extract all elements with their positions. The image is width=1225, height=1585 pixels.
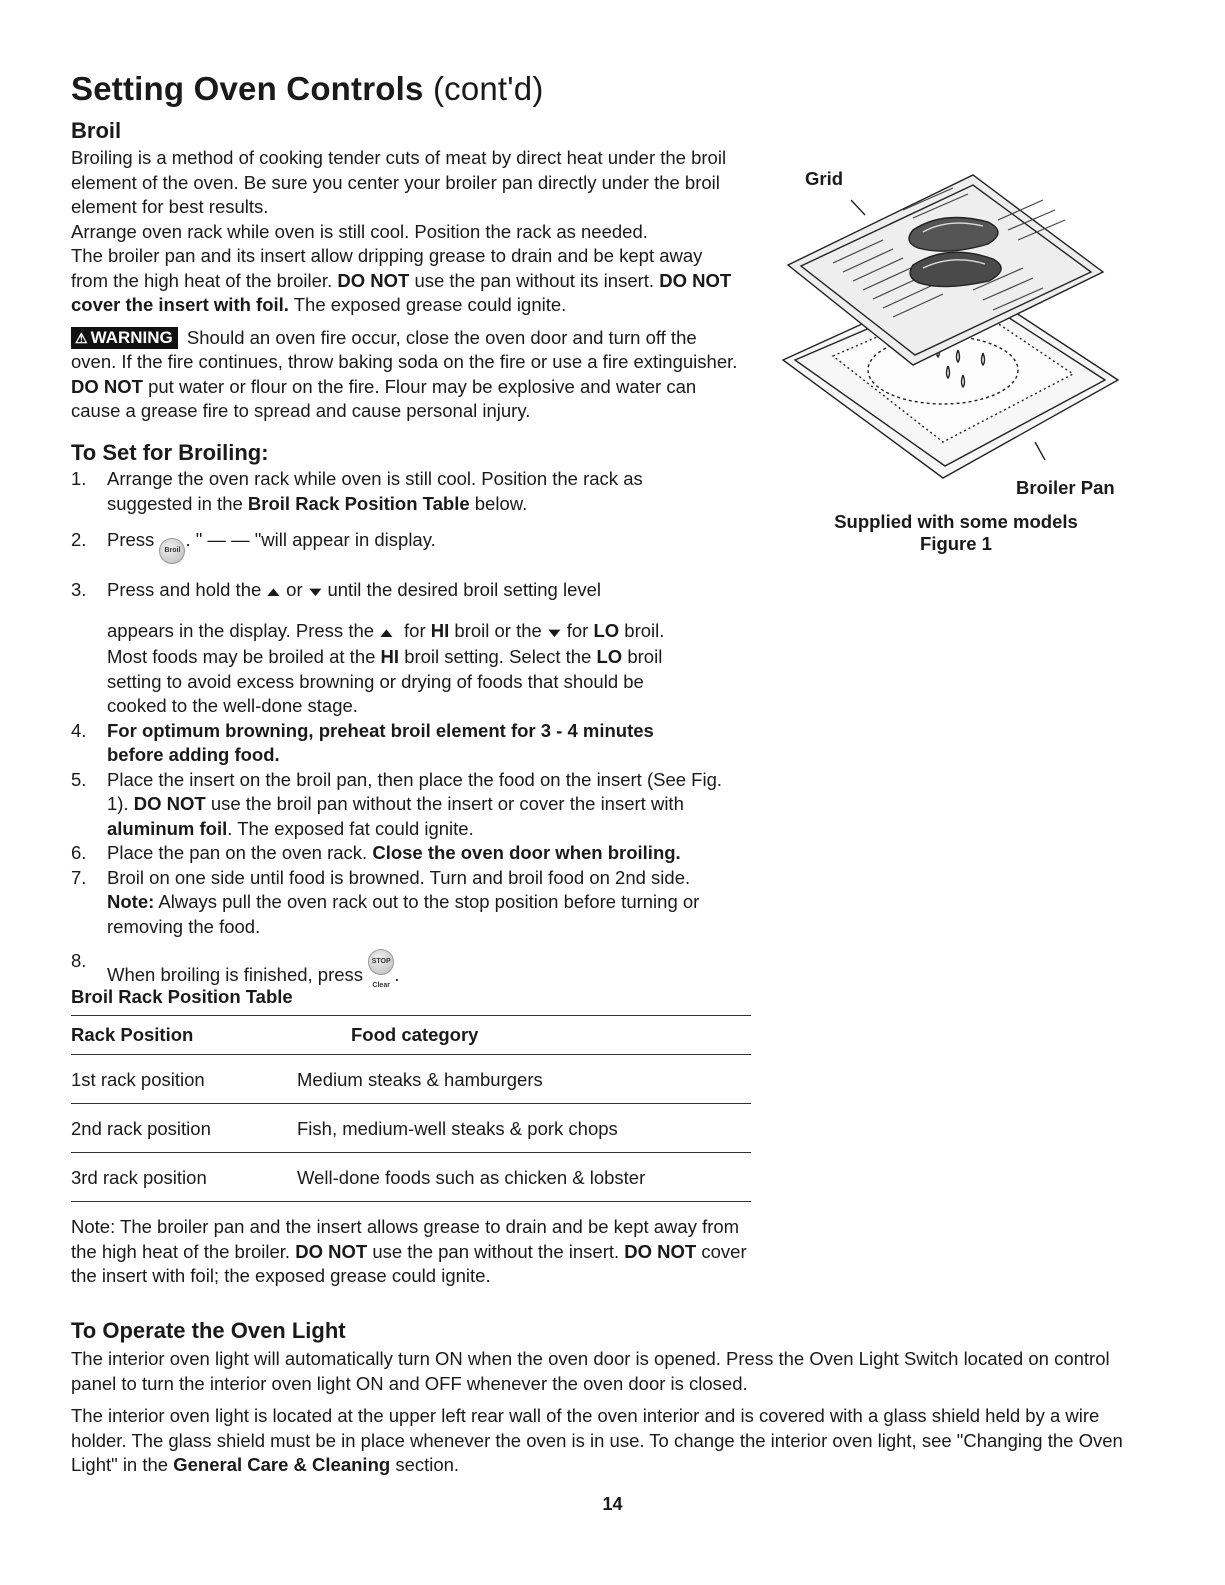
table-row: [71, 1153, 751, 1202]
down-arrow-icon: ▼: [543, 624, 565, 640]
table-cell: 3rd rack position: [71, 1153, 297, 1202]
oven-light-heading: To Operate the Oven Light: [71, 1318, 346, 1343]
table-cell: Fish, medium-well steaks & pork chops: [297, 1104, 751, 1153]
down-arrow-icon: ▼: [304, 584, 326, 599]
table-cell: 2nd rack position: [71, 1104, 297, 1153]
set-broiling-heading: To Set for Broiling:: [71, 440, 269, 465]
table-cell: Medium steaks & hamburgers: [297, 1055, 751, 1104]
step-6: 6. Place the pan on the oven rack. Close the oven door when broiling.: [71, 842, 681, 863]
broil-button-icon: Broil: [159, 538, 185, 564]
broil-para-3: The broiler pan and its insert allow dripping grease to drain and be kept away from the high heat of the broiler. DO NOT use the pan without its insert. DO NOT cover the insert with foil. The exposed grease could ignite.: [71, 245, 732, 315]
rack-table-note: Note: The broiler pan and the insert allows grease to drain and be kept away from the high heat of the broiler. DO NOT use the pan without the insert. DO NOT cover the insert with foil; the exposed grease could ignite.: [71, 1216, 747, 1286]
up-arrow-icon: ▲: [376, 624, 397, 640]
figure-caption: Supplied with some models Figure 1: [834, 511, 1078, 554]
broiler-pan-illustration: [773, 160, 1133, 500]
broiler-pan-figure: [773, 160, 1133, 500]
broiling-steps: [71, 467, 761, 988]
page-title-contd: (cont'd): [432, 70, 544, 107]
stop-clear-button-icon: STOP Clear: [368, 949, 394, 975]
step-4: 4. For optimum browning, preheat broil element for 3 - 4 minutes before adding food.: [71, 719, 654, 765]
oven-light-body: [71, 1347, 1131, 1478]
broil-para-1: Broiling is a method of cooking tender cuts of meat by direct heat under the broil element of the oven. Be sure you center your broiler pan directly under the broil element for best results.: [71, 147, 727, 217]
page-title: Setting Oven Controls (cont'd): [71, 70, 544, 107]
table-row: [71, 1055, 751, 1104]
broil-heading: Broil: [71, 118, 122, 143]
warning-paragraph: ⚠ WARNING Should an oven fire occur, close the oven door and turn off the oven. If the fire continues, throw baking soda on the fire or use a fire extinguisher. DO NOT put water or flour on the fire. Flour may be explosive and water can cause a grease fire to spread and cause personal injury.: [71, 326, 738, 421]
warning-badge: ⚠ WARNING: [71, 327, 178, 349]
step-3-note: Most foods may be broiled at the HI broil setting. Select the LO broil setting to avoid excess browning or drying of foods that should be cooked to the well-done stage.: [107, 646, 663, 716]
figure-label-broiler-pan: Broiler Pan: [1016, 477, 1115, 498]
table-row: [71, 1104, 751, 1153]
step-7: 7. Broil on one side until food is browned. Turn and broil food on 2nd side. Note: Always pull the oven rack out to the stop position before turning or removing the food.: [71, 866, 700, 937]
step-3: 3. Press and hold the ▲ or ▼ until the desired broil setting level appears in the display. Press the ▲ for HI broil or the ▼ for LO broil. Most foods may be broiled at the HI broil setting. Select the LO broil setting to avoid excess browning or drying of foods that should be cooked to the well-done stage.: [71, 578, 761, 719]
warning-triangle-icon: ⚠: [75, 329, 88, 346]
oven-light-para-2: The interior oven light is located at the upper left rear wall of the oven interior and is covered with a glass shield held by a wire holder. The glass shield must be in place whenever the oven is in use. To change the interior oven light, see "Changing the Oven Light" in the General Care & Cleaning section.: [71, 1405, 1123, 1475]
rack-table-title: Broil Rack Position Table: [71, 986, 293, 1007]
up-arrow-icon: ▲: [263, 584, 285, 599]
oven-light-para-1: The interior oven light will automatically turn ON when the oven door is opened. Press the Oven Light Switch located on control panel to turn the interior oven light ON and OFF whenever the oven door is closed.: [71, 1348, 1110, 1394]
step-8: 8. When broiling is finished, press STOP Clear.: [71, 950, 400, 989]
step-2: 2. Press Broil. " — — "will appear in display.: [71, 528, 761, 564]
broil-intro: [71, 146, 741, 424]
rack-position-table: [71, 1015, 751, 1202]
step-5: 5. Place the insert on the broil pan, then place the food on the insert (See Fig. 1). DO NOT use the broil pan without the insert or cover the insert with aluminum foil. The exposed fat could ignite.: [71, 768, 722, 839]
figure-label-grid: Grid: [805, 168, 844, 189]
broil-para-2: Arrange oven rack while oven is still cool. Position the rack as needed.: [71, 220, 648, 242]
column-header-rack-position: Rack Position: [71, 1016, 297, 1055]
page-number: 14: [602, 1494, 623, 1514]
table-cell: Well-done foods such as chicken & lobster: [297, 1153, 751, 1202]
step-3-detail: appears in the display. Press the ▲ for HI broil or the ▼ for LO broil.: [107, 619, 761, 646]
step-1: 1. Arrange the oven rack while oven is still cool. Position the rack as suggested in the Broil Rack Position Table below.: [71, 468, 643, 514]
table-cell: 1st rack position: [71, 1055, 297, 1104]
table-header-row: [71, 1016, 751, 1055]
column-header-food-category: Food category: [297, 1016, 751, 1055]
